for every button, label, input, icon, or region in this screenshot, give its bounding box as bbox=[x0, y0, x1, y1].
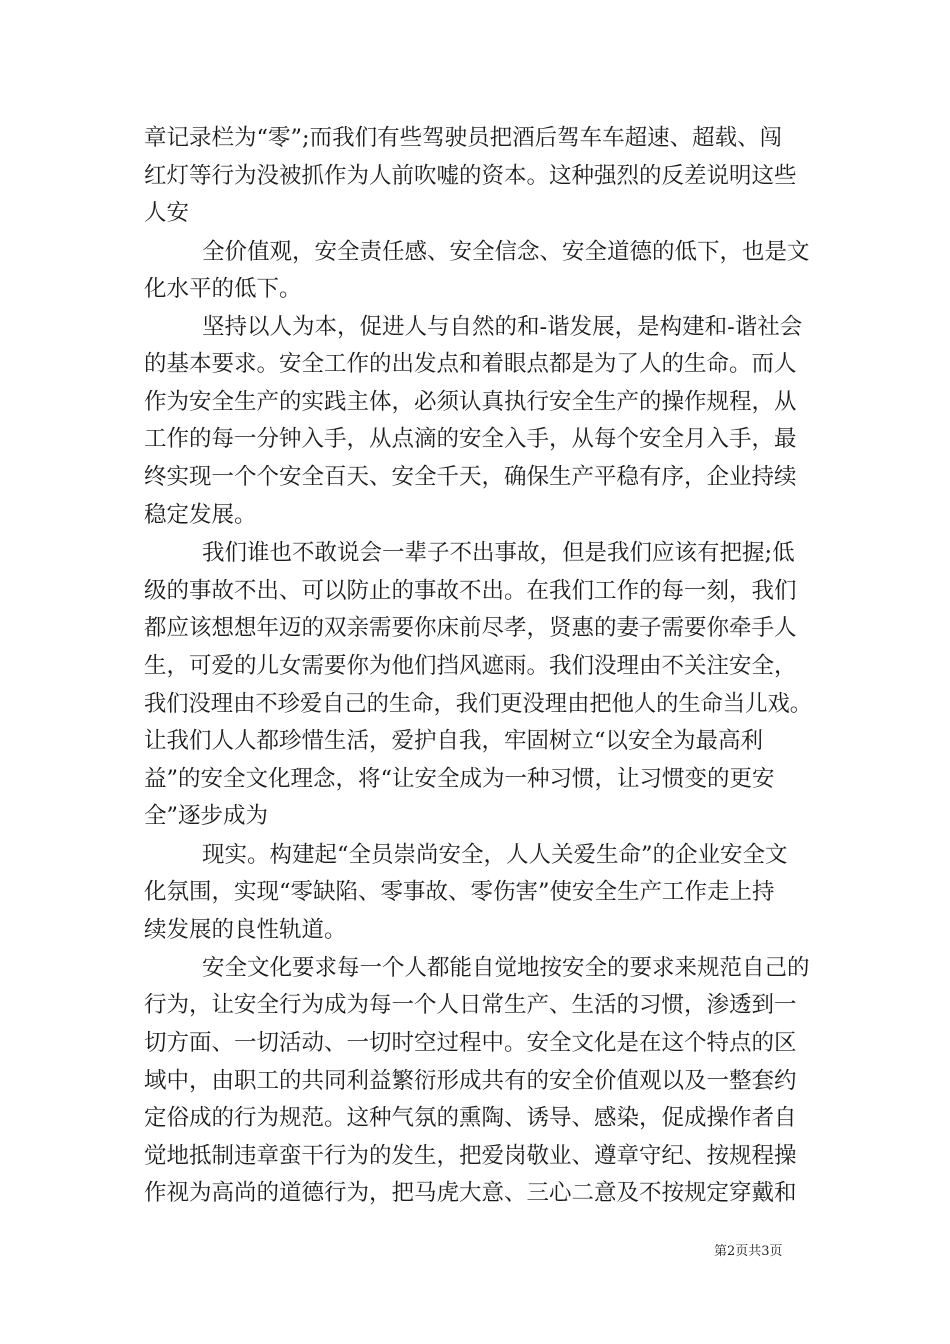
text-line: 生，可爱的儿女需要你为他们挡风遮雨。我们没理由不关注安全， bbox=[144, 653, 797, 679]
text-line: 人安 bbox=[144, 200, 190, 226]
text-line: 的基本要求。安全工作的出发点和着眼点都是为了人的生命。而人 bbox=[144, 351, 797, 377]
text-line: 行为，让安全行为成为每一个人日常生产、生活的习惯，渗透到一 bbox=[144, 992, 797, 1018]
text-line: 我们没理由不珍爱自己的生命，我们更没理由把他人的生命当儿戏。 bbox=[144, 691, 813, 717]
page-number: 第2页共3页 bbox=[714, 1244, 783, 1259]
text-line: 我们谁也不敢说会一辈子不出事故，但是我们应该有把握;低 bbox=[202, 540, 795, 566]
text-line: 红灯等行为没被抓作为人前吹嘘的资本。这种强烈的反差说明这些 bbox=[144, 163, 797, 189]
text-line: 坚持以人为本，促进人与自然的和-谐发展，是构建和-谐社会 bbox=[202, 314, 803, 340]
text-line: 稳定发展。 bbox=[144, 502, 257, 528]
text-line: 益”的安全文化理念，将“让安全成为一种习惯，让习惯变的更安 bbox=[144, 766, 775, 792]
text-line: 切方面、一切活动、一切时空过程中。安全文化是在这个特点的区 bbox=[144, 1030, 797, 1056]
text-line: 觉地抵制违章蛮干行为的发生，把爱岗敬业、遵章守纪、按规程操 bbox=[144, 1143, 797, 1169]
text-line: 全价值观，安全责任感、安全信念、安全道德的低下，也是文 bbox=[202, 239, 810, 265]
text-line: 作视为高尚的道德行为，把马虎大意、三心二意及不按规定穿戴和 bbox=[144, 1180, 797, 1206]
text-line: 终实现一个个安全百天、安全千天，确保生产平稳有序，企业持续 bbox=[144, 464, 797, 490]
text-line: 级的事故不出、可以防止的事故不出。在我们工作的每一刻，我们 bbox=[144, 578, 797, 604]
text-line: 定俗成的行为规范。这种气氛的熏陶、诱导、感染，促成操作者自 bbox=[144, 1105, 797, 1131]
text-line: 安全文化要求每一个人都能自觉地按安全的要求来规范自己的 bbox=[202, 955, 810, 981]
text-line: 都应该想想年迈的双亲需要你床前尽孝，贤惠的妻子需要你牵手人 bbox=[144, 615, 797, 641]
text-line: 化水平的低下。 bbox=[144, 276, 302, 302]
text-line: 化氛围，实现“零缺陷、零事故、零伤害”使安全生产工作走上持 bbox=[144, 879, 775, 905]
text-line: 作为安全生产的实践主体，必须认真执行安全生产的操作规程，从 bbox=[144, 389, 797, 415]
text-line: 章记录栏为“零”;而我们有些驾驶员把酒后驾车车超速、超载、闯 bbox=[144, 125, 783, 151]
text-line: 全”逐步成为 bbox=[144, 803, 269, 829]
text-line: 现实。构建起“全员崇尚安全，人人关爱生命”的企业安全文 bbox=[202, 842, 788, 868]
text-line: 工作的每一分钟入手，从点滴的安全入手，从每个安全月入手，最 bbox=[144, 426, 797, 452]
text-line: 域中，由职工的共同利益繁衍形成共有的安全价值观以及一整套约 bbox=[144, 1068, 797, 1094]
text-line: 续发展的良性轨道。 bbox=[144, 917, 347, 943]
text-line: 让我们人人都珍惜生活，爱护自我，牢固树立“以安全为最高利 bbox=[144, 728, 764, 754]
